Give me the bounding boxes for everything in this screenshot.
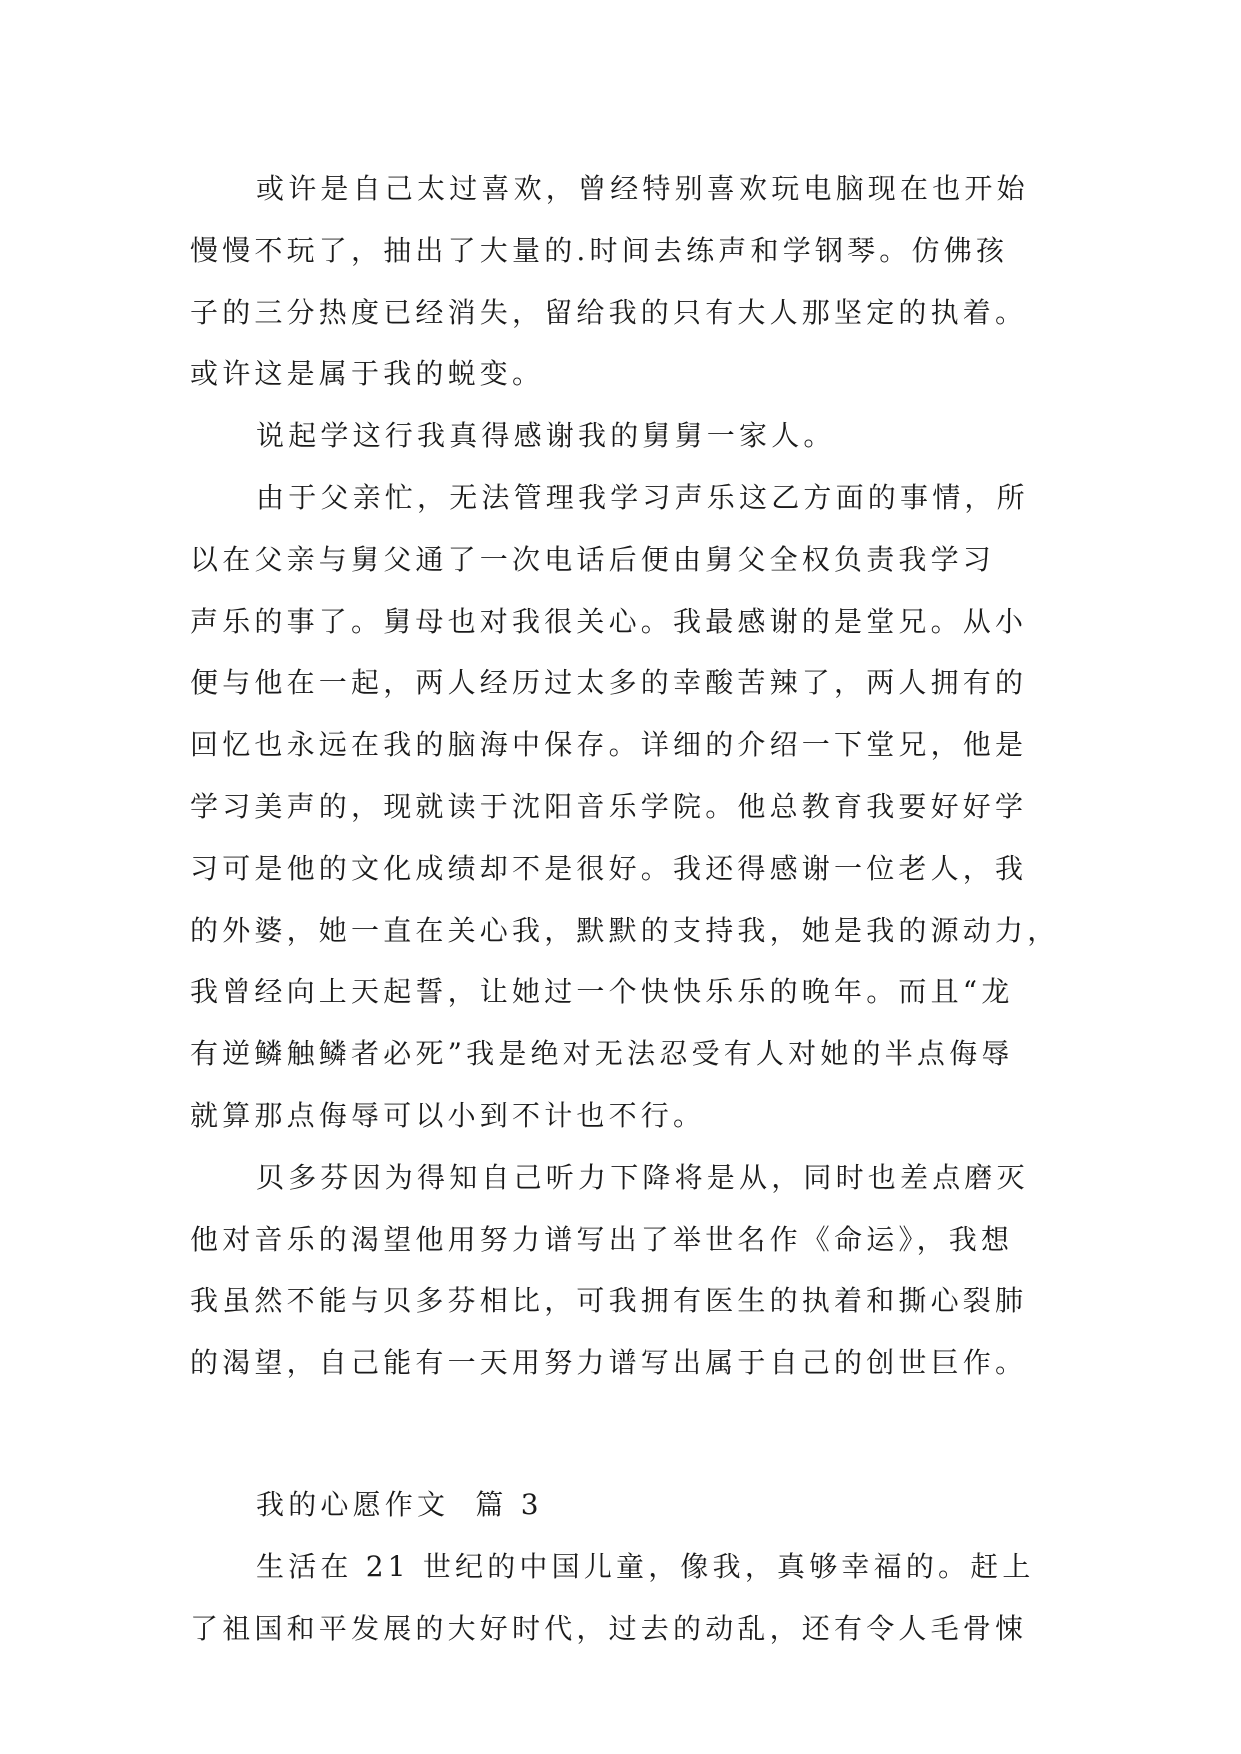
text-line: 由于父亲忙，无法管理我学习声乐这乙方面的事情，所 (256, 480, 1029, 514)
paragraph-3 (190, 467, 1060, 1147)
paragraph-2 (190, 405, 1050, 467)
text-line: 说起学这行我真得感谢我的舅舅一家人。 (256, 419, 836, 453)
text-line: 习可是他的文化成绩却不是很好。我还得感谢一位老人，我 (190, 851, 1028, 885)
text-line: 了祖国和平发展的大好时代，过去的动乱，还有令人毛骨悚 (190, 1611, 1028, 1645)
section-heading: 我的心愿作文 篇 3 (256, 1487, 543, 1521)
paragraph-4 (190, 1147, 1050, 1394)
text-line: 或许这是属于我的蜕变。 (190, 357, 545, 391)
text-line: 的外婆，她一直在关心我，默默的支持我，她是我的源动力， (190, 913, 1060, 947)
text-line: 生活在 21 世纪的中国儿童，像我，真够幸福的。赶上 (256, 1549, 1035, 1583)
text-line: 声乐的事了。舅母也对我很关心。我最感谢的是堂兄。从小 (190, 604, 1028, 638)
text-line: 慢慢不玩了，抽出了大量的.时间去练声和学钢琴。仿佛孩 (190, 233, 1009, 267)
paragraph-5 (190, 1536, 1050, 1660)
text-line: 便与他在一起，两人经历过太多的幸酸苦辣了，两人拥有的 (190, 666, 1028, 700)
text-line: 学习美声的，现就读于沈阳音乐学院。他总教育我要好好学 (190, 789, 1028, 823)
text-line: 我虽然不能与贝多芬相比，可我拥有医生的执着和撕心裂肺 (190, 1284, 1028, 1318)
text-line: 的渴望，自己能有一天用努力谱写出属于自己的创世巨作。 (190, 1346, 1028, 1380)
text-line: 就算那点侮辱可以小到不计也不行。 (190, 1098, 706, 1132)
section-spacer (190, 1394, 1050, 1474)
text-line: 我曾经向上天起誓，让她过一个快快乐乐的晚年。而且“龙 (190, 975, 1014, 1009)
document-body (190, 158, 1060, 1659)
text-line: 贝多芬因为得知自己听力下降将是从，同时也差点磨灭 (256, 1160, 1029, 1194)
paragraph-1 (190, 158, 1050, 405)
text-line: 子的三分热度已经消失，留给我的只有大人那坚定的执着。 (190, 295, 1028, 329)
text-line: 或许是自己太过喜欢，曾经特别喜欢玩电脑现在也开始 (256, 172, 1029, 205)
text-line: 回忆也永远在我的脑海中保存。详细的介绍一下堂兄，他是 (190, 728, 1028, 762)
text-line: 以在父亲与舅父通了一次电话后便由舅父全权负责我学习 (190, 542, 996, 576)
text-line: 他对音乐的渴望他用努力谱写出了举世名作《命运》，我想 (190, 1222, 1014, 1256)
text-line: 有逆鳞触鳞者必死”我是绝对无法忍受有人对她的半点侮辱 (190, 1037, 1014, 1071)
